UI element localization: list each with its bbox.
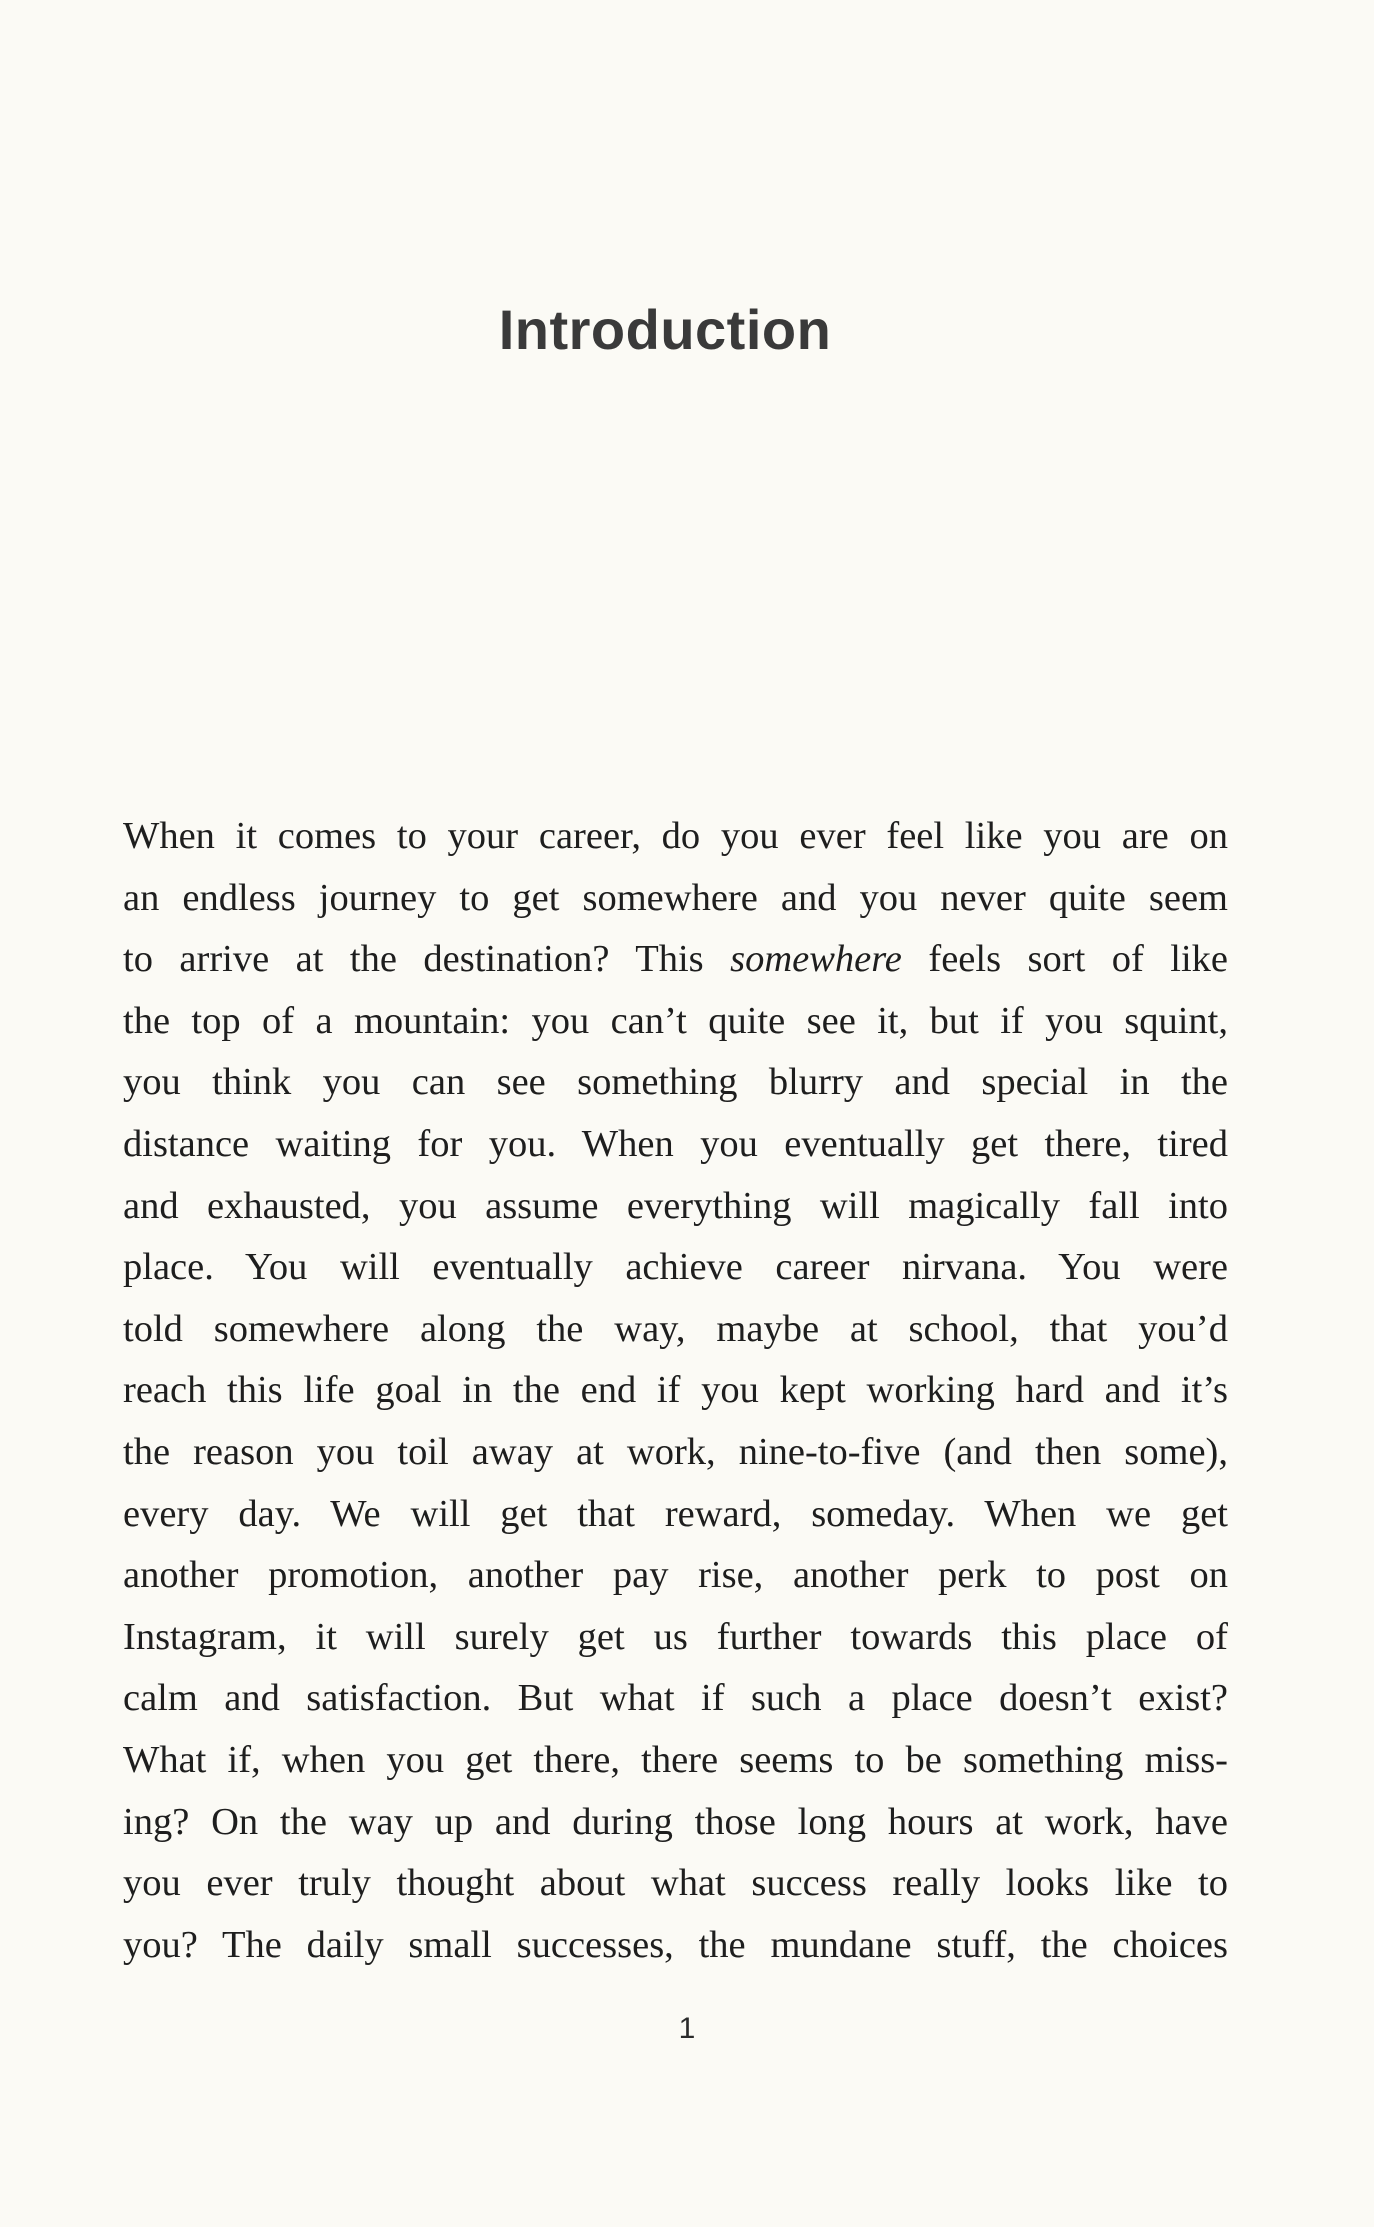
text-line: you think you can see something blurry and special in the: [123, 1061, 1228, 1104]
text-line: an endless journey to get somewhere and you never quite seem: [123, 876, 1228, 919]
text-line: and exhausted, you assume everything will magically fall into: [123, 1184, 1228, 1227]
text-line: Instagram, it will surely get us further towards this place of: [123, 1615, 1228, 1658]
page-number: 1: [678, 2012, 696, 2045]
text-line-with-emphasis: [123, 929, 1228, 991]
text-line: What if, when you get there, there seems to be something miss-: [123, 1738, 1228, 1781]
chapter-title: Introduction: [498, 298, 832, 361]
text-line: When it comes to your career, do you ever feel like you are on: [123, 815, 1228, 857]
text-line: told somewhere along the way, maybe at school, that you’d: [123, 1307, 1228, 1350]
text-line: ing? On the way up and during those long hours at work, have: [123, 1800, 1228, 1843]
text-line: the reason you toil away at work, nine-to-five (and then some),: [123, 1430, 1228, 1473]
text-line: the top of a mountain: you can’t quite see it, but if you squint,: [123, 999, 1228, 1042]
emphasized-word: somewhere: [730, 938, 902, 981]
text-line: place. You will eventually achieve career nirvana. You were: [123, 1246, 1228, 1289]
text-segment: to arrive at the destination? This: [123, 938, 731, 981]
text-line: another promotion, another pay rise, another perk to post on: [123, 1554, 1228, 1597]
text-segment: feels sort of like: [901, 938, 1228, 981]
text-line: distance waiting for you. When you eventually get there, tired: [123, 1122, 1228, 1165]
text-line: every day. We will get that reward, someday. When we get: [123, 1492, 1228, 1535]
text-line: reach this life goal in the end if you kept working hard and it’s: [123, 1369, 1228, 1412]
text-line: calm and satisfaction. But what if such a place doesn’t exist?: [123, 1677, 1228, 1720]
text-line: you ever truly thought about what success really looks like to: [123, 1862, 1228, 1905]
body-paragraph: [123, 806, 1228, 1976]
text-line: you? The daily small successes, the mundane stuff, the choices: [123, 1923, 1228, 1966]
